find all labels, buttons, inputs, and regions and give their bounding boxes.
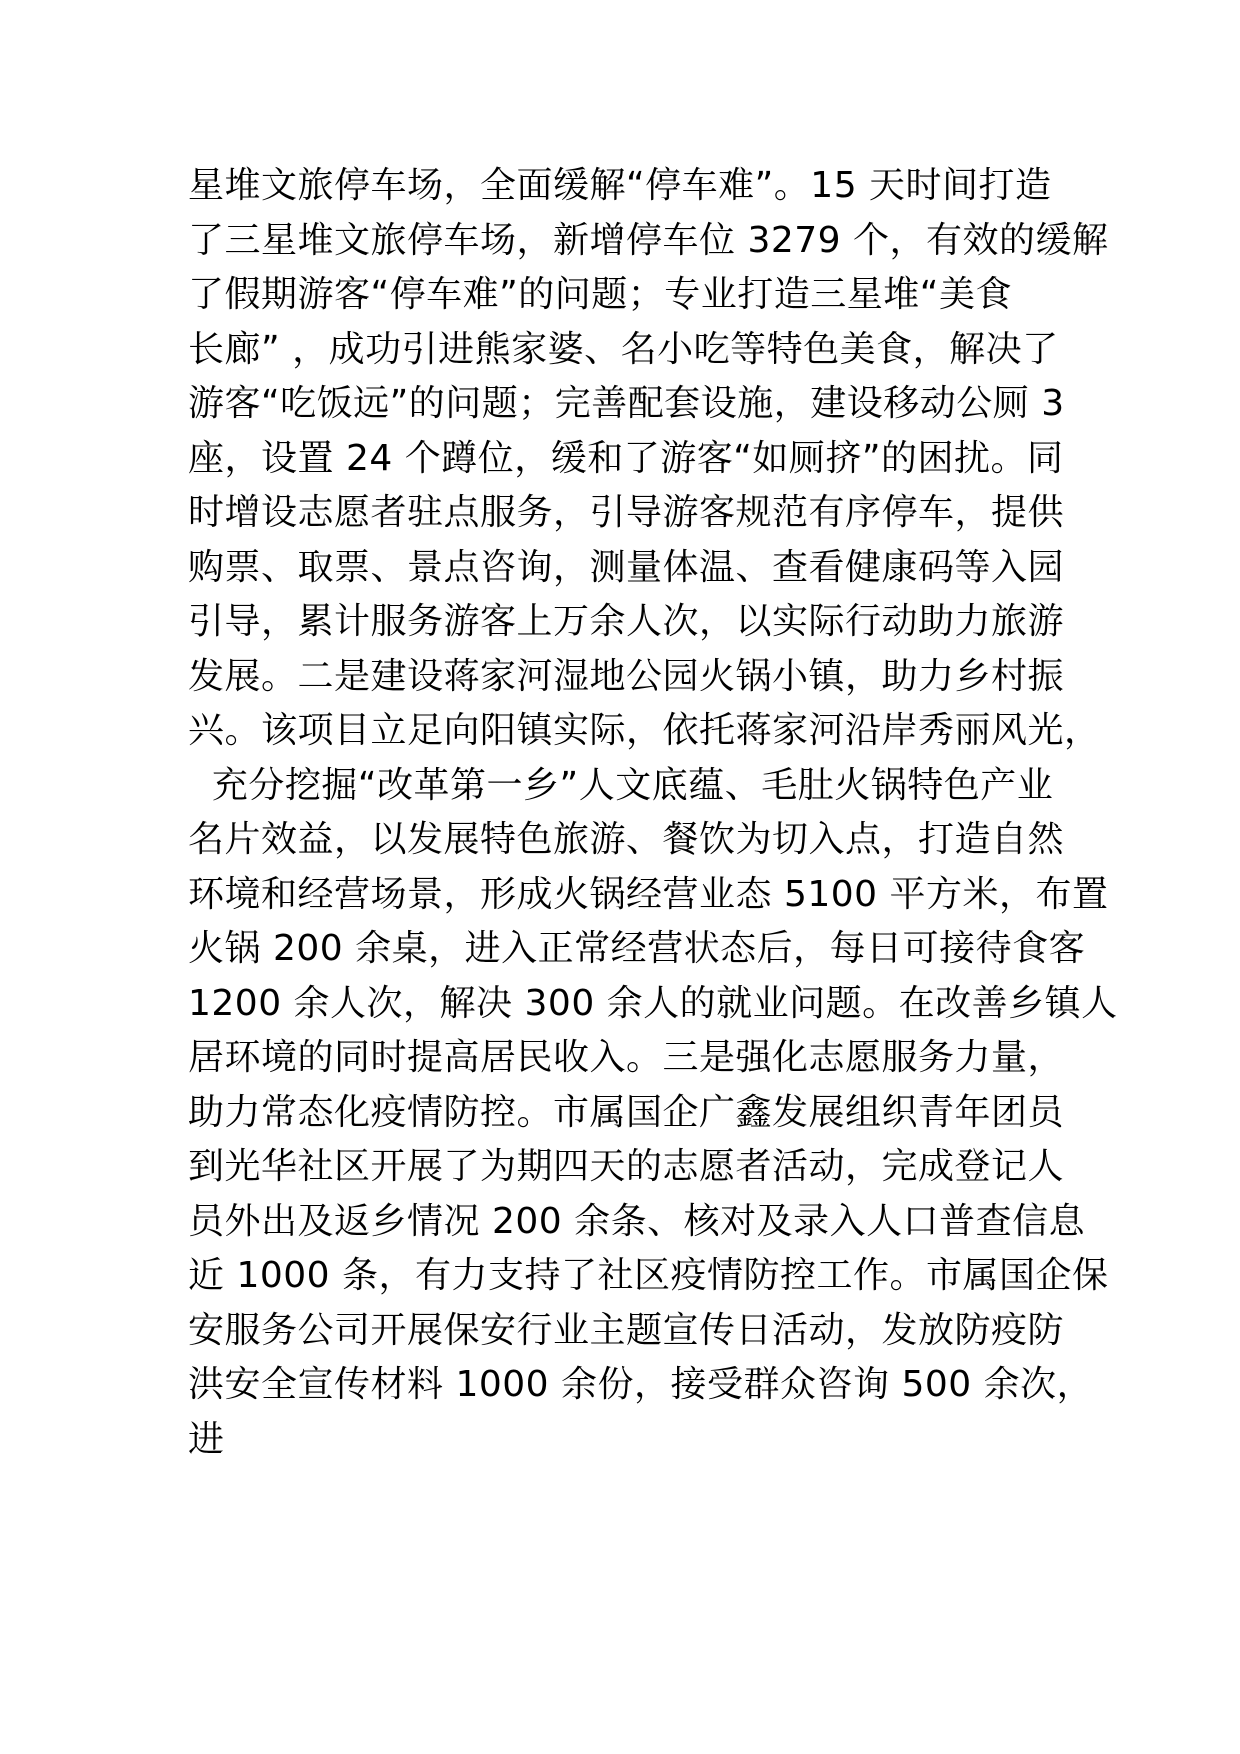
text-line: 发展。二是建设蒋家河湿地公园火锅小镇，助力乡村振 xyxy=(188,655,1065,697)
text-line: 名片效益，以发展特色旅游、餐饮为切入点，打造自然 xyxy=(188,819,1065,860)
text-line: 进 xyxy=(188,1418,225,1460)
text-line: 环境和经营场景，形成火锅经营业态 5100 平方米，布置 xyxy=(188,873,1109,915)
text-line: 安服务公司开展保安行业主题宣传日活动，发放防疫防 xyxy=(188,1309,1065,1351)
text-line: 时增设志愿者驻点服务，引导游客规范有序停车，提供 xyxy=(188,492,1065,533)
text-line: 座，设置 24 个蹲位，缓和了游客“如厕挤”的困扰。同 xyxy=(188,437,1064,479)
text-line: 游客“吃饭远”的问题；完善配套设施，建设移动公厕 3 xyxy=(188,383,1065,424)
text-line: 星堆文旅停车场，全面缓解“停车难”。15 天时间打造 xyxy=(188,165,1052,206)
text-line: 购票、取票、景点咨询，测量体温、查看健康码等入园 xyxy=(188,546,1065,588)
text-line: 了三星堆文旅停车场，新增停车位 3279 个，有效的缓解 xyxy=(188,219,1109,261)
text-line: 助力常态化疫情防控。市属国企广鑫发展组织青年团员 xyxy=(188,1091,1065,1133)
text-line: 员外出及返乡情况 200 余条、核对及录入人口普查信息 xyxy=(188,1200,1086,1242)
text-line: 近 1000 条，有力支持了社区疫情防控工作。市属国企保 xyxy=(188,1255,1109,1296)
text-line: 洪安全宣传材料 1000 余份，接受群众咨询 500 余次， xyxy=(188,1364,1094,1405)
text-line: 充分挖掘“改革第一乡”人文底蕴、毛肚火锅特色产业 xyxy=(188,764,1054,806)
text-line: 火锅 200 余桌，进入正常经营状态后，每日可接待食客 xyxy=(188,928,1086,969)
text-line: 引导，累计服务游客上万余人次，以实际行动助力旅游 xyxy=(188,601,1065,642)
text-line: 到光华社区开展了为期四天的志愿者活动，完成登记人 xyxy=(188,1146,1065,1187)
text-line: 长廊” ，成功引进熊家婆、名小吃等特色美食，解决了 xyxy=(188,328,1059,370)
text-line: 1200 余人次，解决 300 余人的就业问题。在改善乡镇人 xyxy=(188,982,1118,1024)
text-line: 了假期游客“停车难”的问题；专业打造三星堆“美食 xyxy=(188,274,1012,315)
body-text xyxy=(188,159,1118,1467)
text-line: 兴。该项目立足向阳镇实际，依托蒋家河沿岸秀丽风光， xyxy=(188,710,1101,751)
text-line: 居环境的同时提高居民收入。三是强化志愿服务力量， xyxy=(188,1037,1065,1078)
